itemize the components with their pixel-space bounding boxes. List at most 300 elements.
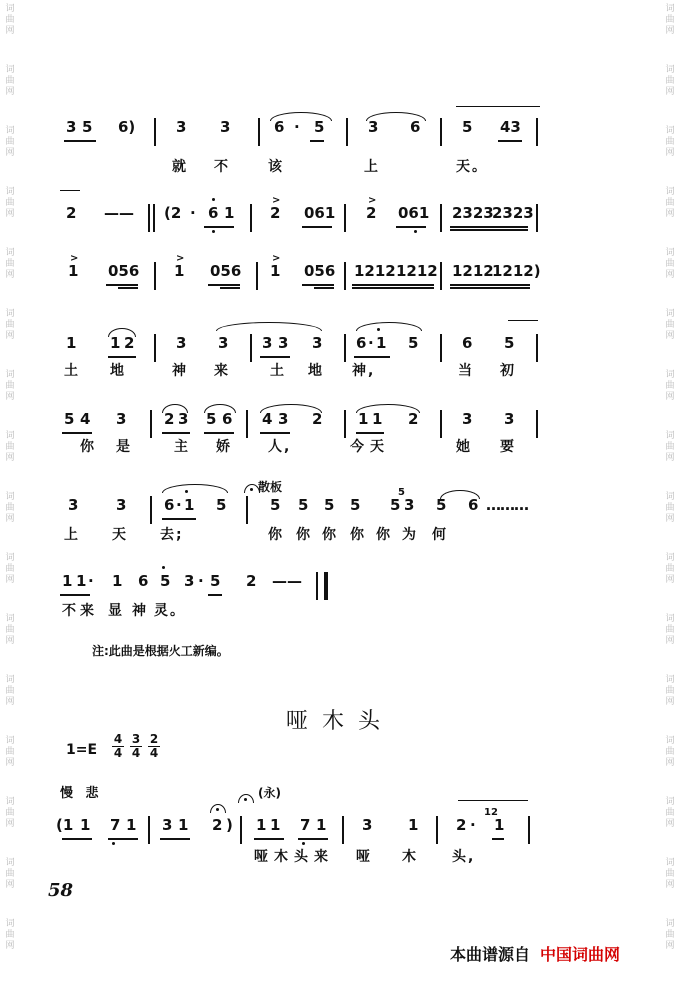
lyric: 天: [370, 439, 386, 455]
watermark-text: 词 曲 网: [5, 248, 15, 280]
beam: [310, 140, 324, 142]
note: 3: [162, 816, 173, 834]
barline: [440, 410, 442, 438]
note: 056: [304, 262, 336, 280]
beam: [108, 356, 136, 358]
note: 2: [164, 410, 175, 428]
beam: [498, 140, 522, 142]
barline: [153, 204, 155, 232]
watermark-text: 词 曲 网: [5, 126, 15, 158]
dot: [212, 230, 215, 233]
note: 1: [224, 204, 235, 222]
score-row-4: [0, 334, 680, 364]
watermark-text: 词 曲 网: [5, 492, 15, 524]
lyric: 哑: [254, 849, 270, 865]
note: 1: [62, 572, 73, 590]
sanban-marking: 散板: [258, 480, 283, 494]
note: 3: [404, 496, 415, 514]
barline: [150, 496, 152, 524]
grace-note: 5: [398, 487, 405, 498]
time-sig-top: 4: [113, 732, 123, 746]
note: 2: [270, 204, 281, 222]
lyric: 神: [132, 603, 148, 619]
beam: [162, 518, 196, 520]
note: 1: [174, 262, 185, 280]
time-signature: [112, 733, 124, 760]
watermark-text: 词 曲 网: [5, 65, 15, 97]
lyric: 神: [172, 363, 188, 379]
barline: [536, 204, 538, 232]
barline: [316, 572, 318, 600]
watermark-text: 词 曲 网: [665, 492, 675, 524]
note: ·: [88, 572, 94, 590]
note: 1: [372, 410, 383, 428]
note: 5: [350, 496, 361, 514]
beam: [64, 140, 96, 142]
watermark-text: 词 曲 网: [5, 431, 15, 463]
barline: [250, 204, 252, 232]
lyric: 灵。: [154, 603, 186, 619]
note: ·: [294, 118, 300, 136]
note: ·: [190, 204, 196, 222]
watermark-text: 词 曲 网: [665, 736, 675, 768]
barline: [440, 334, 442, 362]
dot: [112, 842, 115, 845]
barline: [240, 816, 242, 844]
lyric: 不: [214, 159, 230, 175]
lyric-row-song2: [0, 848, 680, 878]
note: 6: [208, 204, 219, 222]
lyric: 你: [350, 527, 366, 543]
note: 3: [278, 334, 289, 352]
fermata-icon: [210, 804, 226, 813]
watermark-text: 词 曲 网: [665, 65, 675, 97]
page-number: 58: [48, 880, 74, 901]
beam: [450, 226, 528, 228]
beam: [302, 226, 332, 228]
dot: [212, 198, 215, 201]
lyric: 头,: [452, 849, 476, 865]
time-sig-bottom: 4: [149, 746, 159, 760]
barline: [246, 410, 248, 438]
tie-line: [60, 190, 80, 191]
lyric: 来: [214, 363, 230, 379]
beam: [302, 284, 334, 286]
lyric: 何: [432, 527, 448, 543]
watermark-text: 词 曲 网: [665, 919, 675, 951]
note: 1212: [354, 262, 396, 280]
beam: [298, 838, 328, 840]
note: ): [226, 816, 233, 834]
lyric-row-5: [0, 438, 680, 468]
score-row-7: [0, 572, 680, 602]
lyric: 地: [110, 363, 126, 379]
lyric-row-7: [0, 602, 680, 632]
note: 3: [66, 118, 77, 136]
beam: [204, 226, 234, 228]
note: 1: [358, 410, 369, 428]
note: 2: [366, 204, 377, 222]
time-signature: [148, 733, 160, 760]
barline: [440, 118, 442, 146]
barline: [440, 204, 442, 232]
time-sig-top: 2: [149, 732, 159, 746]
beam: [352, 287, 434, 289]
lyric: 你: [296, 527, 312, 543]
note: 3: [220, 118, 231, 136]
beam: [396, 226, 426, 228]
note: 3: [368, 118, 379, 136]
note: 1: [316, 816, 327, 834]
note: 2: [212, 816, 223, 834]
note: 2: [408, 410, 419, 428]
note: 3: [116, 410, 127, 428]
note: 6: [164, 496, 175, 514]
beam: [106, 284, 138, 286]
slur: [216, 322, 322, 331]
watermark-text: 词 曲 网: [5, 309, 15, 341]
barline: [258, 118, 260, 146]
barline: [536, 334, 538, 362]
dot: [185, 490, 188, 493]
note: 1212: [452, 262, 494, 280]
lyric: 上: [364, 159, 380, 175]
note: 5: [210, 572, 221, 590]
watermark-text: 词 曲 网: [665, 4, 675, 36]
barline: [148, 816, 150, 844]
barline: [246, 496, 248, 524]
lyric-row-6: [0, 526, 680, 556]
beam: [160, 838, 190, 840]
lyric: 你: [376, 527, 392, 543]
lyric: 就: [172, 159, 188, 175]
time-sig-top: 3: [131, 732, 141, 746]
note: 6): [118, 118, 136, 136]
note: 6: [222, 410, 233, 428]
note: 1: [184, 496, 195, 514]
accent: >: [272, 195, 281, 206]
beam: [450, 229, 528, 231]
note: ·: [176, 496, 182, 514]
note: 3: [68, 496, 79, 514]
watermark-text: 词 曲 网: [665, 614, 675, 646]
lyric: 木: [274, 849, 290, 865]
tempo-marking: 慢 悲: [60, 786, 103, 801]
note: 6: [356, 334, 367, 352]
note: 3: [278, 410, 289, 428]
note: 1: [112, 572, 123, 590]
note: 6: [462, 334, 473, 352]
note: 4: [80, 410, 91, 428]
watermark-text: 词 曲 网: [665, 553, 675, 585]
dot: [302, 842, 305, 845]
watermark-text: 词 曲 网: [665, 248, 675, 280]
lyric: 天: [112, 527, 128, 543]
note: 1: [126, 816, 137, 834]
lyric: 去;: [160, 527, 184, 543]
beam: [162, 432, 190, 434]
watermark-text: 词 曲 网: [5, 919, 15, 951]
lyric: 来: [314, 849, 330, 865]
watermark-text: 词 曲 网: [5, 797, 15, 829]
note: 5: [270, 496, 281, 514]
barline: [256, 262, 258, 290]
beam: [108, 838, 138, 840]
watermark-text: 词 曲 网: [5, 553, 15, 585]
note: 4: [262, 410, 273, 428]
barline: [250, 334, 252, 362]
barline: [344, 262, 346, 290]
lyric: 要: [500, 439, 516, 455]
watermark-text: 词 曲 网: [665, 370, 675, 402]
note: 3: [312, 334, 323, 352]
note: 3: [176, 334, 187, 352]
note: 3: [184, 572, 195, 590]
note: 056: [108, 262, 140, 280]
lyric: 神,: [352, 363, 376, 379]
lyric: 木: [402, 849, 418, 865]
note: 3: [178, 410, 189, 428]
note: 1: [80, 816, 91, 834]
note: 5: [216, 496, 227, 514]
note: 5: [436, 496, 447, 514]
lyric: 该: [268, 159, 284, 175]
note: ………: [486, 496, 528, 514]
beam: [354, 356, 390, 358]
footnote: 注:此曲是根据火工新编。: [92, 644, 229, 658]
score-row-1: [0, 118, 680, 148]
dot: [377, 328, 380, 331]
lyric: 你: [80, 439, 96, 455]
note: 2323: [452, 204, 494, 222]
note: 6: [468, 496, 479, 514]
lyric: 你: [268, 527, 284, 543]
lyric: 天。: [456, 159, 488, 175]
beam: [60, 594, 90, 596]
note: ——: [272, 572, 302, 590]
note: 061: [398, 204, 430, 222]
watermark-text: 词 曲 网: [5, 614, 15, 646]
note: 5: [462, 118, 473, 136]
time-signature: [130, 733, 142, 760]
note: 1: [66, 334, 77, 352]
source-label: 本曲谱源自: [450, 945, 531, 964]
time-sig-bottom: 4: [113, 746, 123, 760]
lyric-row-1: [0, 158, 680, 188]
note: 6: [138, 572, 149, 590]
note: 43: [500, 118, 521, 136]
barline: [440, 262, 442, 290]
note: 3: [116, 496, 127, 514]
note: 7: [300, 816, 311, 834]
beam: [118, 287, 138, 289]
note: 2: [312, 410, 323, 428]
lyric: 初: [500, 363, 516, 379]
note: 3: [176, 118, 187, 136]
beam: [450, 284, 530, 286]
barline: [344, 410, 346, 438]
slur: [356, 322, 422, 331]
note: 1: [110, 334, 121, 352]
note: 5: [324, 496, 335, 514]
tie-line: [458, 800, 528, 801]
lyric: 人,: [268, 439, 292, 455]
barline: [342, 816, 344, 844]
key-signature: 1=E: [66, 742, 98, 758]
lyric: 来: [80, 603, 96, 619]
lyric: 是: [116, 439, 132, 455]
accent: >: [70, 253, 79, 264]
accent: >: [176, 253, 185, 264]
beam: [204, 432, 234, 434]
note: 5: [64, 410, 75, 428]
watermark-text: 词 曲 网: [665, 858, 675, 890]
lyric: 显: [108, 603, 124, 619]
note: 1: [178, 816, 189, 834]
note: (2: [164, 204, 182, 222]
beam: [450, 287, 530, 289]
watermark-text: 词 曲 网: [665, 309, 675, 341]
barline: [528, 816, 530, 844]
note: 1: [68, 262, 79, 280]
slur: [162, 484, 228, 493]
note: 1212: [396, 262, 438, 280]
beam: [220, 287, 240, 289]
note: 5: [160, 572, 171, 590]
watermark-text: 词 曲 网: [5, 675, 15, 707]
note: 2: [456, 816, 467, 834]
beam: [260, 356, 290, 358]
note: ——: [104, 204, 134, 222]
source-footer: [450, 942, 620, 965]
instrument-annotation: (永): [258, 786, 281, 800]
barline: [436, 816, 438, 844]
watermark-text: 词 曲 网: [5, 736, 15, 768]
song-title: 哑木头: [285, 709, 394, 734]
score-row-6: [0, 480, 680, 526]
watermark-text: 词 曲 网: [5, 187, 15, 219]
beam: [62, 432, 92, 434]
lyric: 她: [456, 439, 472, 455]
lyric: 土: [270, 363, 286, 379]
note: 5: [390, 496, 401, 514]
note: ·: [198, 572, 204, 590]
beam: [352, 284, 434, 286]
beam: [260, 432, 290, 434]
lyric: 头: [294, 849, 310, 865]
beam: [492, 838, 504, 840]
note: 3: [218, 334, 229, 352]
note: 5: [298, 496, 309, 514]
barline: [536, 410, 538, 438]
lyric: 地: [308, 363, 324, 379]
barline: [324, 572, 328, 600]
dot: [414, 230, 417, 233]
lyric: 为: [402, 527, 418, 543]
note: 3: [262, 334, 273, 352]
note: 1: [494, 816, 505, 834]
accent: >: [272, 253, 281, 264]
beam: [356, 432, 384, 434]
lyric: 今: [350, 439, 366, 455]
note: 5: [206, 410, 217, 428]
beam: [62, 838, 92, 840]
note: 5: [314, 118, 325, 136]
lyric: 不: [62, 603, 78, 619]
barline: [154, 118, 156, 146]
beam: [314, 287, 334, 289]
barline: [150, 410, 152, 438]
note: 1: [270, 816, 281, 834]
watermark-text: 词 曲 网: [665, 126, 675, 158]
note: 2323: [492, 204, 534, 222]
note: 5: [408, 334, 419, 352]
watermark-text: 词 曲 网: [665, 675, 675, 707]
note: 7: [110, 816, 121, 834]
note: 1: [376, 334, 387, 352]
note: 5: [504, 334, 515, 352]
score-row-5: [0, 410, 680, 440]
note: 1: [76, 572, 87, 590]
grace-note: 12: [484, 807, 498, 818]
watermark-text: 词 曲 网: [665, 187, 675, 219]
note: 3: [504, 410, 515, 428]
watermark-text: 词 曲 网: [5, 4, 15, 36]
lyric: 娇: [216, 439, 232, 455]
note: ·: [368, 334, 374, 352]
note: 2: [246, 572, 257, 590]
note: 3: [462, 410, 473, 428]
beam: [208, 594, 222, 596]
lyric: 你: [322, 527, 338, 543]
note: ·: [470, 816, 476, 834]
source-brand[interactable]: 中国词曲网: [540, 945, 621, 964]
note: 5: [82, 118, 93, 136]
tie-line: [456, 106, 540, 107]
note: 1: [270, 262, 281, 280]
lyric: 当: [458, 363, 474, 379]
note: 3: [362, 816, 373, 834]
barline: [344, 204, 346, 232]
note: 2: [124, 334, 135, 352]
watermark-text: 词 曲 网: [5, 370, 15, 402]
note: 056: [210, 262, 242, 280]
beam: [208, 284, 240, 286]
note: 2: [66, 204, 77, 222]
note: 1212): [492, 262, 541, 280]
lyric: 土: [64, 363, 80, 379]
accent: >: [368, 195, 377, 206]
barline: [344, 334, 346, 362]
fermata-icon: [238, 794, 254, 803]
note: 1: [256, 816, 267, 834]
watermark-text: 词 曲 网: [665, 431, 675, 463]
note: (1: [56, 816, 74, 834]
note: 061: [304, 204, 336, 222]
note: 1: [408, 816, 419, 834]
lyric: 上: [64, 527, 80, 543]
note: 6: [274, 118, 285, 136]
score-row-3: [0, 253, 680, 292]
barline: [346, 118, 348, 146]
lyric: 主: [174, 439, 190, 455]
barline: [536, 118, 538, 146]
note: 6: [410, 118, 421, 136]
beam: [254, 838, 284, 840]
lyric-row-4: [0, 362, 680, 392]
barline: [154, 334, 156, 362]
time-sig-bottom: 4: [131, 746, 141, 760]
